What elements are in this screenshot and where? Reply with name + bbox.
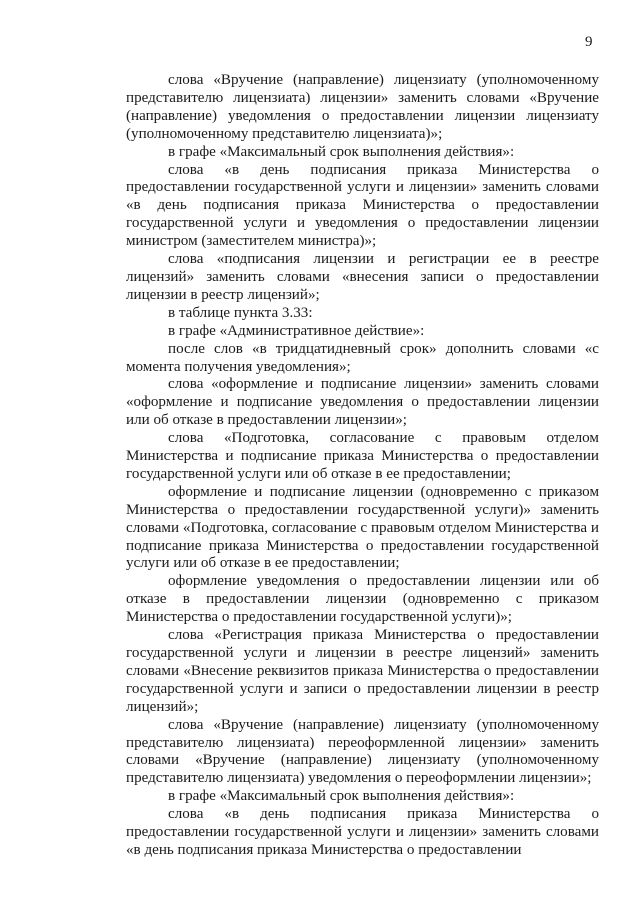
paragraph: в графе «Максимальный срок выполнения действия»: [168, 143, 515, 160]
paragraph: слова «Регистрация приказа Министерства о предоставлении государственной услуги и лицензии в реестре лицензий» заменить словами «Внесение реквизитов приказа Министерства о предоставлении государственной услуги и записи о предоставлении лицензии в реестр лицензий»; [126, 627, 599, 715]
paragraph: слова «подписания лицензии и регистрации ее в реестре лицензий» заменить словами «внесения записи о предоставлении лицензии в реестр лицензий»; [126, 251, 599, 303]
paragraph: в таблице пункта 3.33: [168, 304, 313, 321]
paragraph: слова «Вручение (направление) лицензиату (уполномоченному представителю лицензиата) переоформленной лицензии» заменить словами «Вручение (направление) лицензиату (уполномоченному представителю лицензиата) уведомления о переоформлении лицензии»; [126, 716, 599, 787]
document-body [126, 72, 599, 860]
paragraph: оформление и подписание лицензии (одновременно с приказом Министерства о предоставлении государственной услуги)» заменить словами «Подготовка, согласование с правовым отделом Министерства и подписание приказа Министерства о предоставлении государственной услуги или об отказе в ее предоставлении; [126, 483, 599, 572]
paragraph: после слов «в тридцатидневный срок» дополнить словами «с момента получения уведомления»; [126, 340, 599, 375]
paragraph: слова «в день подписания приказа Министерства о предоставлении государственной услуги и лицензии» заменить словами «в день подписания приказа Министерства о предоставлении государственной услуги и уведомления о предоставлении лицензии министром (заместителем министра)»; [126, 161, 599, 250]
paragraph: слова «Вручение (направление) лицензиату (уполномоченному представителю лицензиата) лицензии» заменить словами «Вручение (направление) уведомления о предоставлении лицензии лицензиату (уполномоченному представителю лицензиата)»; [126, 72, 599, 142]
paragraph: слова «в день подписания приказа Министерства о предоставлении государственной услуги и лицензии» заменить словами «в день подписания приказа Министерства о предоставлении [126, 806, 599, 858]
paragraph: в графе «Административное действие»: [168, 322, 425, 339]
paragraph: слова «оформление и подписание лицензии» заменить словами «оформление и подписание уведомления о предоставлении лицензии или об отказе в предоставлении лицензии»; [126, 376, 599, 429]
paragraph: в графе «Максимальный срок выполнения действия»: [168, 788, 515, 805]
paragraph: слова «Подготовка, согласование с правовым отделом Министерства и подписание приказа Министерства о предоставлении государственной услуги или об отказе в ее предоставлении; [126, 430, 599, 482]
page-number: 9 [585, 34, 593, 50]
paragraph: оформление уведомления о предоставлении лицензии или об отказе в предоставлении лицензии (одновременно с приказом Министерства о предоставлении государственной услуги)»; [126, 573, 599, 626]
